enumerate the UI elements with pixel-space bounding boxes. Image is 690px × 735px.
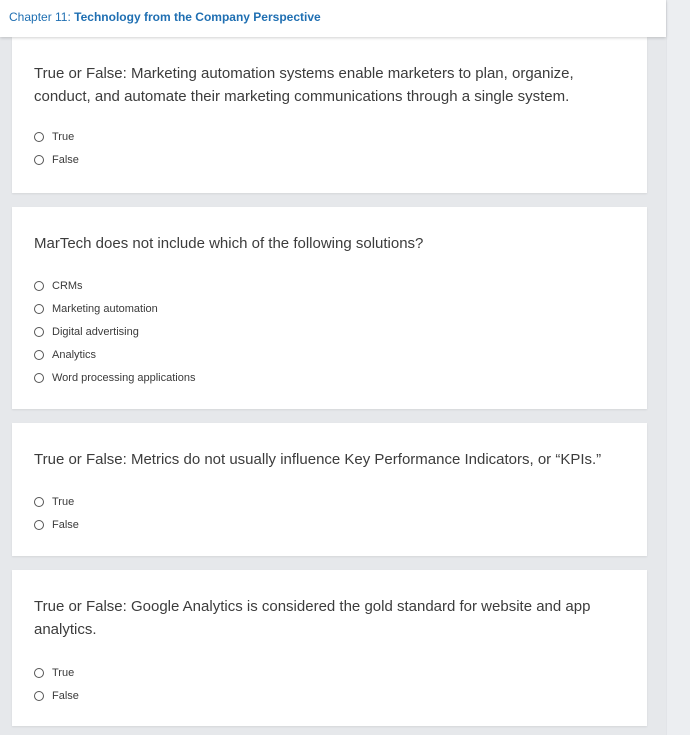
option-analytics[interactable] [34, 343, 647, 366]
answer-options-4 [34, 661, 647, 707]
option-true[interactable] [34, 490, 647, 513]
scrollbar-track[interactable] [666, 0, 690, 735]
radio-button[interactable] [34, 373, 44, 383]
question-text-4: True or False: Google Analytics is considered the gold standard for website and app analytics. [34, 598, 591, 638]
option-label: False [52, 689, 79, 702]
question-text-1: True or False: Marketing automation systems enable marketers to plan, organize, conduct, and automate their marketing communications through a single system. [34, 65, 574, 105]
radio-button[interactable] [34, 327, 44, 337]
option-label: False [52, 518, 79, 531]
answer-options-2 [34, 274, 647, 389]
answer-options-3 [34, 490, 647, 536]
option-true[interactable] [34, 661, 647, 684]
option-label: True [52, 130, 75, 143]
option-label: Digital advertising [52, 325, 139, 338]
option-false[interactable] [34, 684, 647, 707]
radio-button[interactable] [34, 155, 44, 165]
radio-button[interactable] [34, 691, 44, 701]
question-card-3 [12, 423, 647, 556]
option-false[interactable] [34, 148, 647, 171]
option-label: Marketing automation [52, 302, 158, 315]
radio-button[interactable] [34, 350, 44, 360]
option-label: True [52, 495, 75, 508]
question-text-2: MarTech does not include which of the following solutions? [34, 235, 424, 252]
question-card-1 [12, 37, 647, 193]
answer-options-1 [34, 125, 647, 171]
chapter-title: Technology from the Company Perspective [74, 10, 321, 24]
radio-button[interactable] [34, 520, 44, 530]
radio-button[interactable] [34, 132, 44, 142]
radio-button[interactable] [34, 281, 44, 291]
radio-button[interactable] [34, 668, 44, 678]
option-label: CRMs [52, 279, 83, 292]
option-label: False [52, 153, 79, 166]
option-digital-advertising[interactable] [34, 320, 647, 343]
chapter-number: Chapter 11: [9, 10, 71, 24]
option-crms[interactable] [34, 274, 647, 297]
chapter-header [0, 0, 666, 37]
question-text-3: True or False: Metrics do not usually influence Key Performance Indicators, or “KPIs.” [34, 451, 602, 468]
question-card-4 [12, 570, 647, 726]
radio-button[interactable] [34, 497, 44, 507]
radio-button[interactable] [34, 304, 44, 314]
option-label: True [52, 666, 75, 679]
option-marketing-automation[interactable] [34, 297, 647, 320]
option-label: Word processing applications [52, 371, 196, 384]
question-card-2 [12, 207, 647, 409]
option-label: Analytics [52, 348, 97, 361]
option-word-processing[interactable] [34, 366, 647, 389]
option-false[interactable] [34, 513, 647, 536]
option-true[interactable] [34, 125, 647, 148]
